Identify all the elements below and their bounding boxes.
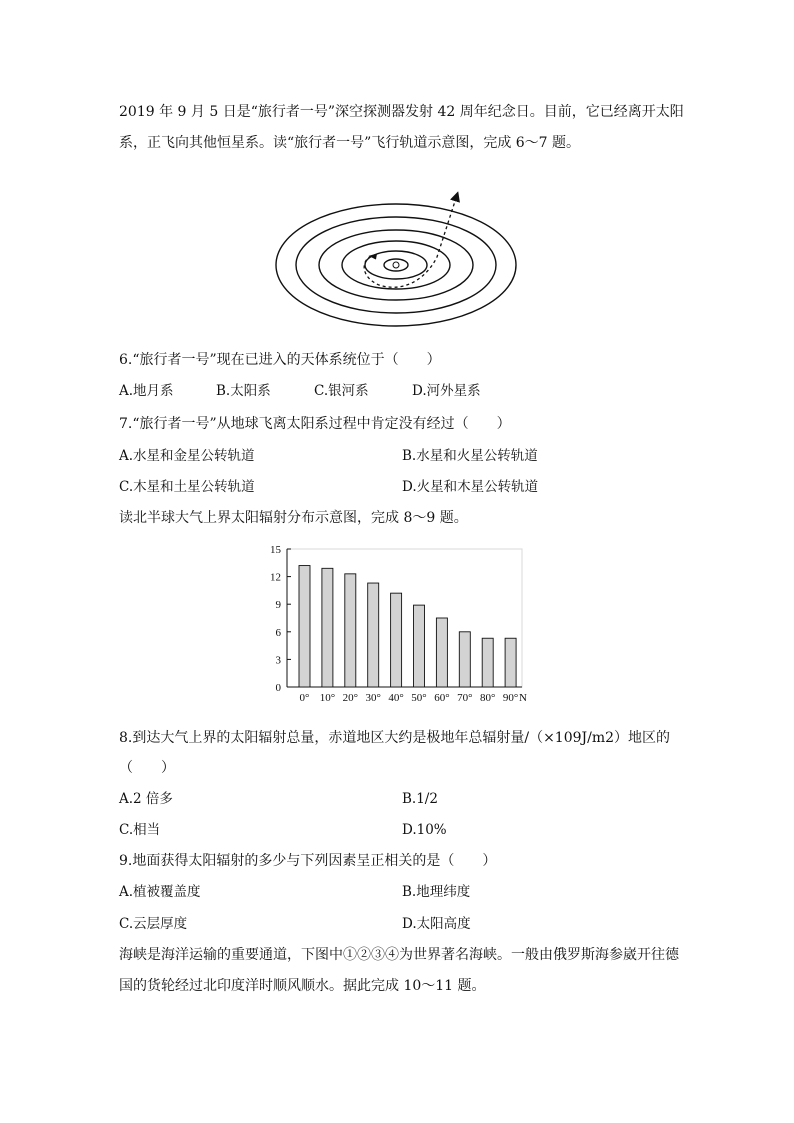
y-tick-label: 3 (275, 654, 281, 667)
bar-80 (482, 638, 493, 687)
bar-20 (345, 574, 356, 687)
question-9-option-d[interactable]: D.太阳高度 (402, 916, 471, 932)
x-tick-label: 60° (434, 692, 450, 704)
y-tick-label: 15 (270, 544, 281, 556)
x-tick-label: 0° (299, 692, 310, 704)
question-6-option-d[interactable]: D.河外星系 (412, 383, 481, 399)
y-tick-label: 6 (275, 626, 281, 639)
x-tick-label: 30° (365, 692, 381, 704)
y-tick-label: 9 (275, 599, 281, 612)
x-tick-label: 10° (319, 692, 336, 704)
y-tick-label: 0 (275, 682, 281, 694)
question-7-option-b[interactable]: B.水星和火星公转轨道 (402, 448, 538, 464)
question-9-option-b[interactable]: B.地理纬度 (402, 884, 471, 900)
question-9-option-a[interactable]: A.植被覆盖度 (119, 884, 201, 900)
y-tick-label: 12 (270, 571, 281, 584)
intro-1-line-1: 2019 年 9 月 5 日是“旅行者一号”深空探测器发射 42 周年纪念日。目前，它已经离开太阳 (119, 104, 684, 120)
x-tick-label: 70° (457, 692, 473, 704)
intro-1-line-2: 系，正飞向其他恒星系。读“旅行者一号”飞行轨道示意图，完成 6～7 题。 (119, 135, 581, 151)
question-7-option-c[interactable]: C.木星和土星公转轨道 (119, 479, 255, 495)
question-6-option-c[interactable]: C.银河系 (314, 383, 369, 399)
question-8-option-b[interactable]: B.1/2 (402, 791, 438, 807)
bar-50 (414, 605, 425, 687)
x-tick-label: 80° (479, 692, 496, 704)
question-8-option-a[interactable]: A.2 倍多 (119, 791, 173, 807)
intro-3-line-1: 海峡是海洋运输的重要通道，下图中①②③④为世界著名海峡。一般由俄罗斯海参崴开往德 (119, 947, 679, 963)
bar-0 (299, 566, 310, 687)
voyager-orbit-diagram (274, 185, 524, 330)
intro-3-line-2: 国的货轮经过北印度洋时顺风顺水。据此完成 10～11 题。 (119, 978, 486, 994)
question-9-option-c[interactable]: C.云层厚度 (119, 916, 188, 932)
sun-icon (393, 262, 399, 268)
bar-70 (459, 632, 470, 687)
launch-arrow-icon (370, 254, 377, 259)
x-tick-label: 40° (388, 692, 404, 704)
question-6-option-b[interactable]: B.太阳系 (216, 383, 271, 399)
x-tick-label: 20° (342, 692, 359, 704)
question-9-stem: 9.地面获得太阳辐射的多少与下列因素呈正相关的是（ ） (119, 853, 497, 869)
question-8-option-d[interactable]: D.10% (402, 822, 447, 838)
question-8-stem-blank: （ ） (119, 760, 175, 776)
question-7-option-a[interactable]: A.水星和金星公转轨道 (119, 448, 255, 464)
bar-90 (505, 638, 516, 687)
bar-30 (368, 583, 379, 687)
question-8-stem: 8.到达大气上界的太阳辐射总量，赤道地区大约是极地年总辐射量/（×109J/m2）地区的 (119, 730, 671, 746)
bar-10 (322, 568, 333, 687)
intro-2: 读北半球大气上界太阳辐射分布示意图，完成 8～9 题。 (119, 510, 468, 526)
bar-40 (391, 593, 402, 687)
x-tick-label: 50° (411, 692, 427, 704)
question-6-stem: 6.“旅行者一号”现在已进入的天体系统位于（ ） (119, 352, 441, 368)
question-8-option-c[interactable]: C.相当 (119, 822, 161, 838)
bar-60 (436, 618, 447, 687)
x-tick-label: 90° (502, 692, 519, 704)
question-7-option-d[interactable]: D.火星和木星公转轨道 (402, 479, 539, 495)
x-axis-label: N (519, 692, 527, 704)
solar-radiation-bar-chart (262, 537, 542, 707)
question-6-option-a[interactable]: A.地月系 (119, 383, 174, 399)
question-7-stem: 7.“旅行者一号”从地球飞离太阳系过程中肯定没有经过（ ） (119, 416, 511, 432)
